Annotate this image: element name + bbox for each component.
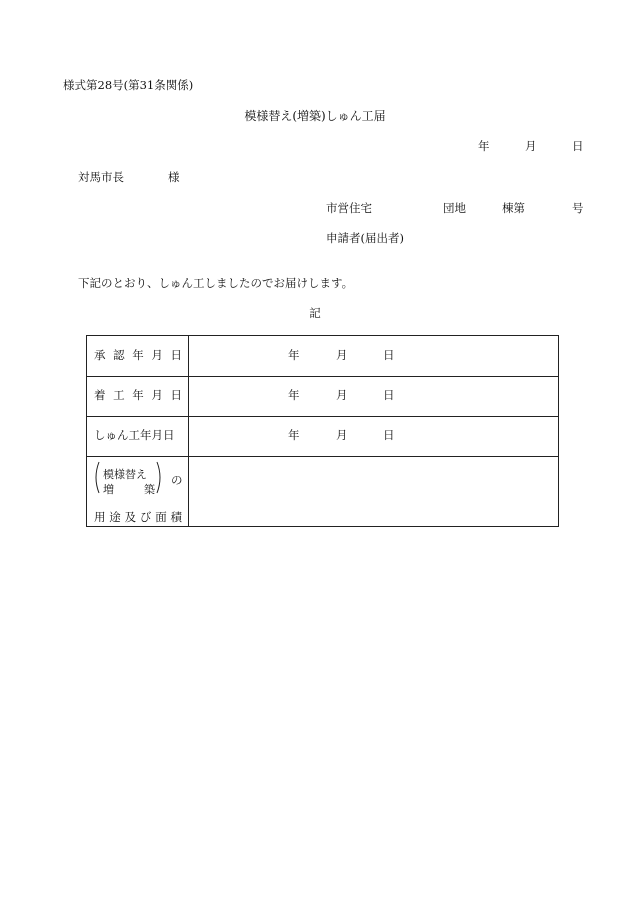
estate-label: 団地	[443, 201, 466, 215]
applicant-label: 申請者(届出者)	[326, 231, 404, 245]
date-month-label: 月	[525, 139, 537, 153]
date-day-label: 日	[572, 139, 584, 153]
bracket-remodel-text: 模様替え	[103, 468, 147, 481]
purpose-area-field[interactable]	[188, 456, 560, 528]
housing-label: 市営住宅	[326, 201, 372, 215]
purpose-bracket-group	[92, 461, 164, 494]
completion-date-label: しゅん工年月日	[94, 428, 175, 442]
detail-table: 承 認 年 月 日 年 月 日 着 工 年 月 日 年 月 日 しゅん工年月日 年 月 日 模様替え 増 築 の 用 途 及 び 面 積	[86, 335, 559, 527]
purpose-particle: の	[171, 473, 183, 487]
ki-heading: 記	[309, 306, 321, 320]
form-number: 様式第28号(第31条関係)	[63, 78, 194, 92]
document-title: 模様替え(増築)しゅん工届	[244, 109, 386, 123]
room-number-label: 号	[572, 201, 584, 215]
building-label: 棟第	[502, 201, 525, 215]
construction-start-date-label: 着 工 年 月 日	[94, 388, 182, 402]
date-year-label: 年	[478, 139, 490, 153]
purpose-area-label: 用 途 及 び 面 積	[94, 510, 182, 524]
table-row-divider	[87, 416, 558, 417]
body-text: 下記のとおり、しゅん工しましたのでお届けします。	[78, 276, 354, 290]
addressee-honorific: 様	[168, 170, 180, 184]
table-row-divider	[87, 376, 558, 377]
addressee-name: 対馬市長	[78, 170, 124, 184]
bracket-extension-text: 増 築	[103, 483, 155, 496]
approval-date-label: 承 認 年 月 日	[94, 348, 182, 362]
